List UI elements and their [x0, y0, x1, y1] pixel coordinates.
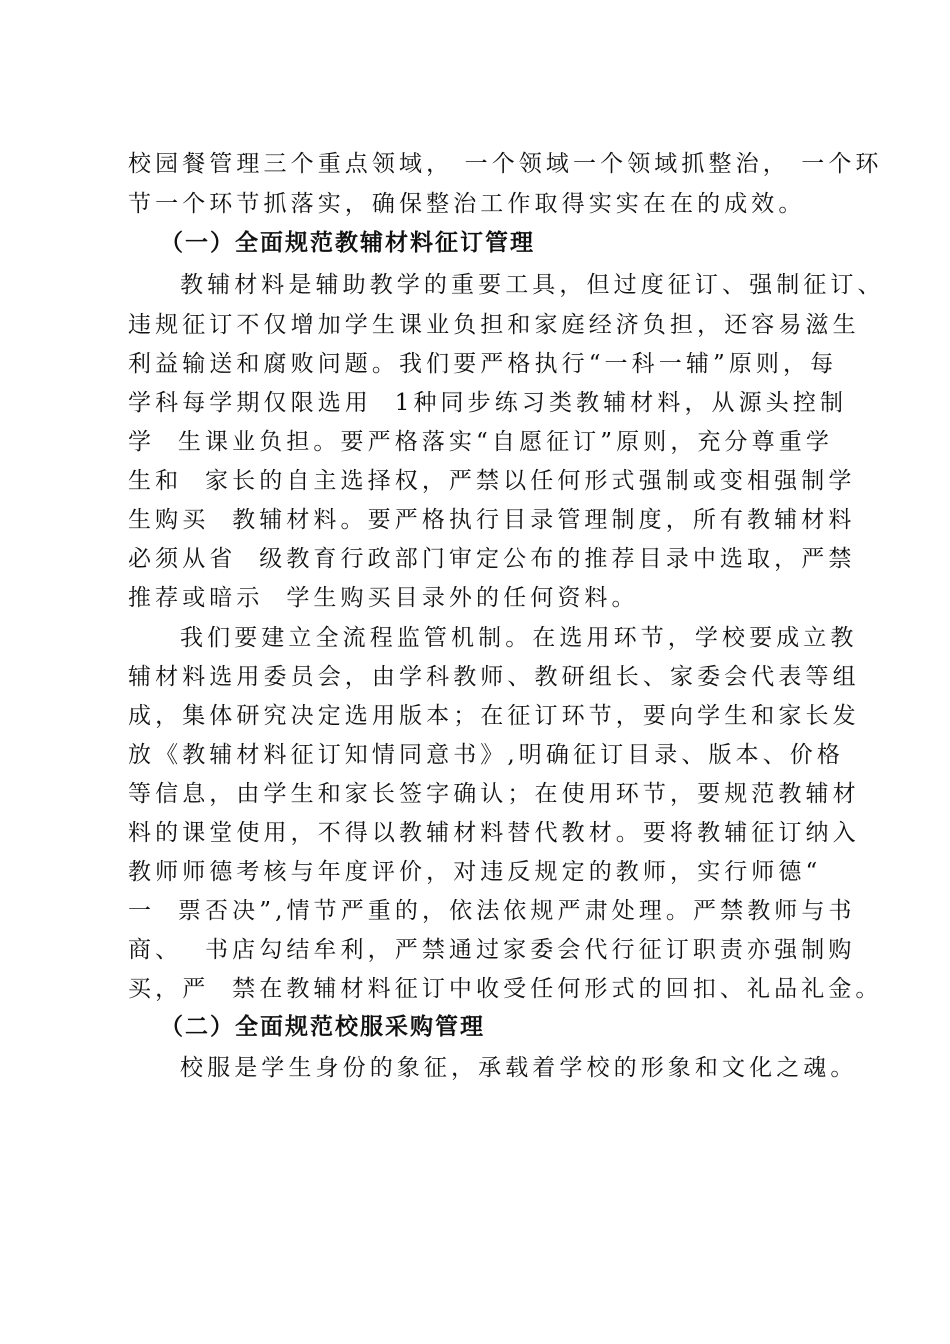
section-heading: （一）全面规范教辅材料征订管理: [160, 230, 535, 256]
text-line: 推荐或暗示 学生购买目录外的任何资料。: [128, 585, 639, 611]
text-line: 一 票否决”,情节严重的，依法依规严肃处理。严禁教师与书: [128, 898, 856, 924]
text-line: 商、 书店勾结牟利，严禁通过家委会代行征订职责亦强制购: [128, 937, 856, 963]
text-line: 等信息，由学生和家长签字确认；在使用环节，要规范教辅材: [128, 781, 860, 807]
text-line: 节一个环节抓落实，确保整治工作取得实实在在的成效。: [128, 191, 806, 217]
text-line: 教辅材料是辅助教学的重要工具，但过度征订、强制征订、: [180, 272, 885, 298]
text-line: 辅材料选用委员会，由学科教师、教研组长、家委会代表等组: [128, 664, 860, 690]
section-heading: （二）全面规范校服采购管理: [160, 1014, 485, 1040]
text-line: 校服是学生身份的象征，承载着学校的形象和文化之魂。: [180, 1055, 858, 1081]
text-line: 我们要建立全流程监管机制。在选用环节，学校要成立教: [180, 625, 858, 651]
text-line: 放《教辅材料征订知情同意书》,明确征订目录、版本、价格: [128, 742, 845, 768]
text-line: 利益输送和腐败问题。我们要严格执行“一科一辅”原则，每: [128, 351, 838, 377]
text-line: 必须从省 级教育行政部门审定公布的推荐目录中选取，严禁: [128, 546, 856, 572]
text-line: 学科每学期仅限选用 1种同步练习类教辅材料，从源头控制: [128, 390, 848, 416]
text-line: 成，集体研究决定选用版本；在征订环节，要向学生和家长发: [128, 703, 860, 729]
text-line: 生和 家长的自主选择权，严禁以任何形式强制或变相强制学: [128, 468, 856, 494]
text-line: 违规征订不仅增加学生课业负担和家庭经济负担，还容易滋生: [128, 312, 860, 338]
text-line: 买，严 禁在教辅材料征订中收受任何形式的回扣、礼品礼金。: [128, 976, 883, 1002]
text-line: 校园餐管理三个重点领域， 一个领域一个领域抓整治， 一个环: [128, 151, 883, 177]
text-line: 生购买 教辅材料。要严格执行目录管理制度，所有教辅材料: [128, 507, 856, 533]
text-line: 学 生课业负担。要严格落实“自愿征订”原则，充分尊重学: [128, 429, 833, 455]
text-line: 教师师德考核与年度评价，对违反规定的教师，实行师德“: [128, 859, 822, 885]
text-line: 料的课堂使用，不得以教辅材料替代教材。要将教辅征订纳入: [128, 820, 860, 846]
